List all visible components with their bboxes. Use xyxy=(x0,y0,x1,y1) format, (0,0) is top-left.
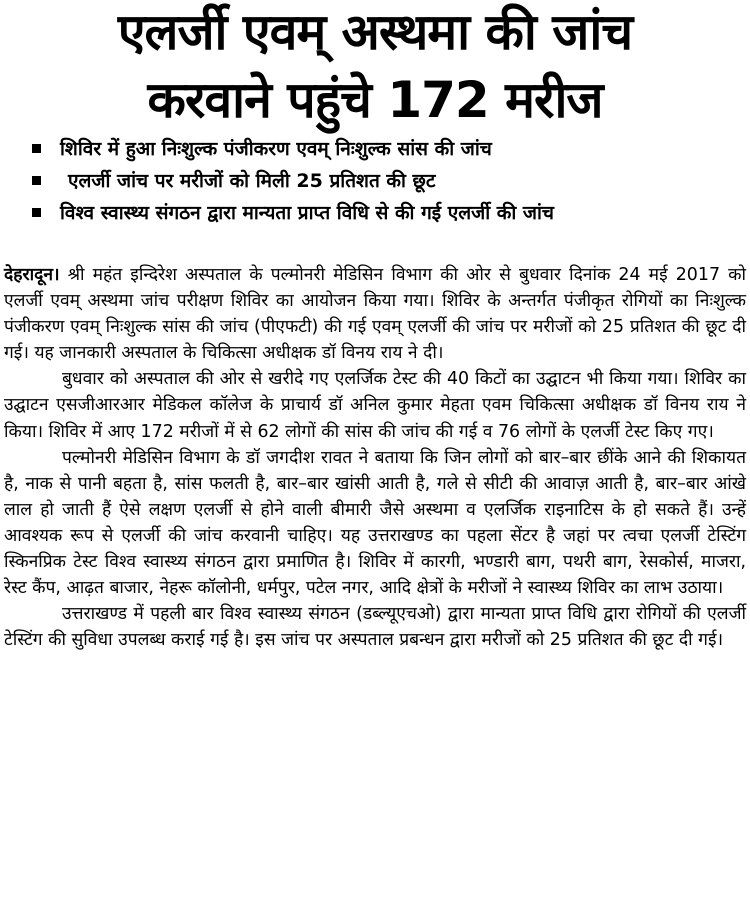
bullet-square-icon xyxy=(32,176,41,185)
headline-line-2: करवाने पहुंचे 172 मरीज xyxy=(147,71,603,129)
article-paragraph xyxy=(4,262,746,366)
highlight-item xyxy=(30,165,745,197)
article-body xyxy=(4,262,746,653)
headline-line-1: एलर्जी एवम् अस्थमा की जांच xyxy=(117,3,633,61)
bullet-square-icon xyxy=(32,144,41,153)
highlights-list xyxy=(30,133,745,229)
highlight-item xyxy=(30,197,745,229)
article-paragraph: उत्तराखण्ड में पहली बार विश्व स्वास्थ्य संगठन (डब्ल्यूएचओ) द्वारा मान्यता प्राप्त विधि द्वारा रोगियों की एलर्जी टेस्टिंग की सुविधा उपलब्ध कराई गई है। इस जांच पर अस्पताल प्रबन्धन द्वारा मरीजों को 25 प्रतिशत की छूट दी गई। xyxy=(4,604,746,651)
article-paragraph: बुधवार को अस्पताल की ओर से खरीदे गए एलर्जिक टेस्ट की 40 किटों का उद्घाटन भी किया गया। शिविर का उद्घाटन एसजीआरआर मेडिकल कॉलेज के प्राचार्य डॉ अनिल कुमार मेहता एवम चिकित्सा अधीक्षक डॉ विनय राय ने किया। शिविर में आए 172 मरीजों में से 62 लोगों की सांस की जांच की गई व 76 लोगों के एलर्जी टेस्ट किए गए। xyxy=(4,369,746,442)
highlight-text: शिविर में हुआ निःशुल्क पंजीकरण एवम् निःशुल्क सांस की जांच xyxy=(60,138,492,160)
dateline: देहरादून। xyxy=(4,265,60,285)
paragraph-text: श्री महंत इन्दिरेश अस्पताल के पल्मोनरी मेडिसिन विभाग की ओर से बुधवार दिनांक 24 मई 2017 को एलर्जी एवम् अस्थमा जांच परीक्षण शिविर का आयोजन किया गया। शिविर के अन्तर्गत पंजीकृत रोगियों का निःशुल्क पंजीकरण एवम् निःशुल्क सांस की जांच (पीएफटी) की गई एवम् एलर्जी की जांच पर मरीजों को 25 प्रतिशत की छूट दी गई। यह जानकारी अस्पताल के चिकित्सा अधीक्षक डॉ विनय राय ने दी। xyxy=(4,265,746,364)
bullet-square-icon xyxy=(32,208,41,217)
article-paragraph: पल्मोनरी मेडिसिन विभाग के डॉ जगदीश रावत ने बताया कि जिन लोगों को बार–बार छींके आने की शिकायत है, नाक से पानी बहता है, सांस फलती है, बार–बार खांसी आती है, गले से सीटी की आवाज़ आती है, बार–बार आंखे लाल हो जाती हैं ऐसे लक्षण एलर्जी से होने वाली बीमारी जैसे अस्थमा व एलर्जिक राइनाटिस के हो सकते हैं। उन्हें आवश्यक रूप से एलर्जी की जांच करवानी चाहिए। यह उत्तराखण्ड का पहला सेंटर है जहां पर त्वचा एलर्जी टेस्टिंग स्किनप्रिक टेस्ट विश्व स्वास्थ्य संगठन द्वारा प्रमाणित है। शिविर में कारगी, भण्डारी बाग, पथरी बाग, रेसकोर्स, माजरा, रेस्ट कैंप, आढ़त बाजार, नेहरू कॉलोनी, धर्मपुर, पटेल नगर, आदि क्षेत्रों के मरीजों ने स्वास्थ्य शिविर का लाभ उठाया। xyxy=(4,447,746,599)
highlight-item xyxy=(30,133,745,165)
highlight-text: विश्व स्वास्थ्य संगठन द्वारा मान्यता प्राप्त विधि से की गई एलर्जी की जांच xyxy=(60,202,554,224)
highlight-text: एलर्जी जांच पर मरीजों को मिली 25 प्रतिशत की छूट xyxy=(68,170,436,192)
